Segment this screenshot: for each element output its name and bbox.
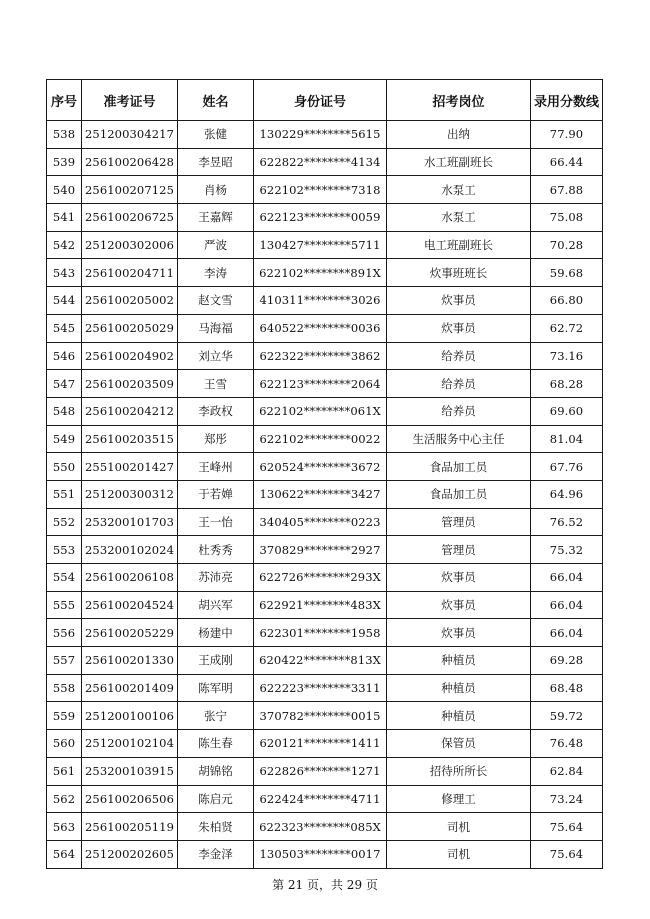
cell-post: 水泵工	[387, 204, 531, 232]
cell-seq: 543	[47, 259, 82, 287]
cell-seq: 548	[47, 397, 82, 425]
cell-name: 王一怡	[178, 508, 254, 536]
cell-exam-no: 256100204524	[82, 591, 178, 619]
cell-seq: 551	[47, 480, 82, 508]
table-row	[47, 536, 603, 564]
cell-score: 75.64	[531, 813, 603, 841]
cell-exam-no: 256100207125	[82, 176, 178, 204]
cell-score: 69.60	[531, 397, 603, 425]
cell-score: 62.72	[531, 314, 603, 342]
header-score: 录用分数线	[531, 80, 603, 121]
cell-name: 陈生春	[178, 730, 254, 758]
cell-seq: 557	[47, 647, 82, 675]
cell-name: 杨建中	[178, 619, 254, 647]
cell-id-no: 622123********2064	[254, 370, 387, 398]
cell-post: 管理员	[387, 508, 531, 536]
cell-exam-no: 256100203509	[82, 370, 178, 398]
cell-exam-no: 256100205029	[82, 314, 178, 342]
cell-id-no: 370829********2927	[254, 536, 387, 564]
cell-id-no: 620121********1411	[254, 730, 387, 758]
header-post: 招考岗位	[387, 80, 531, 121]
cell-post: 炊事员	[387, 619, 531, 647]
cell-score: 59.68	[531, 259, 603, 287]
cell-seq: 546	[47, 342, 82, 370]
cell-id-no: 622323********085X	[254, 813, 387, 841]
cell-post: 炊事员	[387, 564, 531, 592]
table-row	[47, 674, 603, 702]
cell-exam-no: 253200103915	[82, 757, 178, 785]
cell-exam-no: 251200100106	[82, 702, 178, 730]
header-exam-no: 准考证号	[82, 80, 178, 121]
cell-seq: 544	[47, 287, 82, 315]
cell-id-no: 622301********1958	[254, 619, 387, 647]
table-row	[47, 121, 603, 149]
cell-score: 66.44	[531, 148, 603, 176]
cell-id-no: 622921********483X	[254, 591, 387, 619]
cell-seq: 563	[47, 813, 82, 841]
cell-exam-no: 256100204711	[82, 259, 178, 287]
cell-seq: 539	[47, 148, 82, 176]
cell-seq: 552	[47, 508, 82, 536]
cell-post: 电工班副班长	[387, 231, 531, 259]
cell-id-no: 620524********3672	[254, 453, 387, 481]
page-number: 第 21 页，共 29 页	[272, 878, 378, 892]
cell-exam-no: 251200202605	[82, 840, 178, 868]
cell-name: 陈军明	[178, 674, 254, 702]
table-row	[47, 453, 603, 481]
cell-seq: 554	[47, 564, 82, 592]
cell-post: 炊事员	[387, 314, 531, 342]
table-row	[47, 204, 603, 232]
cell-name: 李昱昭	[178, 148, 254, 176]
cell-name: 严波	[178, 231, 254, 259]
cell-exam-no: 256100204902	[82, 342, 178, 370]
cell-seq: 549	[47, 425, 82, 453]
cell-score: 73.24	[531, 785, 603, 813]
cell-score: 66.04	[531, 564, 603, 592]
cell-score: 67.76	[531, 453, 603, 481]
cell-name: 郑彤	[178, 425, 254, 453]
cell-seq: 553	[47, 536, 82, 564]
table-row	[47, 259, 603, 287]
table-row	[47, 591, 603, 619]
cell-id-no: 370782********0015	[254, 702, 387, 730]
cell-name: 陈启元	[178, 785, 254, 813]
cell-score: 68.28	[531, 370, 603, 398]
header-id-no: 身份证号	[254, 80, 387, 121]
cell-score: 75.64	[531, 840, 603, 868]
cell-post: 食品加工员	[387, 453, 531, 481]
cell-exam-no: 256100203515	[82, 425, 178, 453]
cell-exam-no: 251200102104	[82, 730, 178, 758]
cell-score: 66.80	[531, 287, 603, 315]
cell-exam-no: 251200302006	[82, 231, 178, 259]
table-header-row	[47, 80, 603, 121]
cell-name: 王峰州	[178, 453, 254, 481]
table-row	[47, 564, 603, 592]
cell-score: 66.04	[531, 591, 603, 619]
table-row	[47, 425, 603, 453]
cell-score: 73.16	[531, 342, 603, 370]
cell-id-no: 410311********3026	[254, 287, 387, 315]
cell-post: 水泵工	[387, 176, 531, 204]
cell-name: 李政权	[178, 397, 254, 425]
cell-score: 76.52	[531, 508, 603, 536]
cell-name: 王雪	[178, 370, 254, 398]
cell-post: 水工班副班长	[387, 148, 531, 176]
cell-id-no: 130503********0017	[254, 840, 387, 868]
table-row	[47, 730, 603, 758]
table-row	[47, 342, 603, 370]
cell-id-no: 622102********891X	[254, 259, 387, 287]
cell-id-no: 622102********0022	[254, 425, 387, 453]
cell-score: 75.08	[531, 204, 603, 232]
cell-exam-no: 256100205002	[82, 287, 178, 315]
table-row	[47, 370, 603, 398]
header-name: 姓名	[178, 80, 254, 121]
cell-seq: 538	[47, 121, 82, 149]
cell-post: 食品加工员	[387, 480, 531, 508]
table-row	[47, 785, 603, 813]
cell-name: 于若婵	[178, 480, 254, 508]
cell-post: 司机	[387, 813, 531, 841]
cell-name: 胡兴军	[178, 591, 254, 619]
cell-name: 杜秀秀	[178, 536, 254, 564]
cell-post: 种植员	[387, 647, 531, 675]
cell-id-no: 622123********0059	[254, 204, 387, 232]
cell-id-no: 622102********061X	[254, 397, 387, 425]
cell-seq: 540	[47, 176, 82, 204]
cell-name: 朱柏贤	[178, 813, 254, 841]
cell-post: 司机	[387, 840, 531, 868]
cell-exam-no: 255100201427	[82, 453, 178, 481]
cell-exam-no: 253200101703	[82, 508, 178, 536]
cell-name: 李金泽	[178, 840, 254, 868]
table-row	[47, 287, 603, 315]
cell-id-no: 622726********293X	[254, 564, 387, 592]
cell-post: 给养员	[387, 370, 531, 398]
cell-seq: 542	[47, 231, 82, 259]
table-row	[47, 176, 603, 204]
cell-post: 炊事班班长	[387, 259, 531, 287]
cell-id-no: 622223********3311	[254, 674, 387, 702]
cell-post: 招待所所长	[387, 757, 531, 785]
cell-post: 保管员	[387, 730, 531, 758]
table-row	[47, 231, 603, 259]
table-row	[47, 148, 603, 176]
cell-exam-no: 256100206108	[82, 564, 178, 592]
cell-id-no: 622424********4711	[254, 785, 387, 813]
cell-name: 张宁	[178, 702, 254, 730]
cell-post: 种植员	[387, 674, 531, 702]
cell-score: 67.88	[531, 176, 603, 204]
table-row	[47, 813, 603, 841]
table-row	[47, 757, 603, 785]
cell-post: 种植员	[387, 702, 531, 730]
cell-id-no: 620422********813X	[254, 647, 387, 675]
cell-seq: 559	[47, 702, 82, 730]
cell-seq: 541	[47, 204, 82, 232]
table-row	[47, 647, 603, 675]
cell-score: 77.90	[531, 121, 603, 149]
cell-name: 李涛	[178, 259, 254, 287]
table-row	[47, 840, 603, 868]
table-row	[47, 702, 603, 730]
cell-score: 64.96	[531, 480, 603, 508]
cell-id-no: 640522********0036	[254, 314, 387, 342]
cell-id-no: 130622********3427	[254, 480, 387, 508]
cell-score: 70.28	[531, 231, 603, 259]
cell-name: 苏沛亮	[178, 564, 254, 592]
table-row	[47, 480, 603, 508]
cell-exam-no: 253200102024	[82, 536, 178, 564]
cell-id-no: 622102********7318	[254, 176, 387, 204]
cell-exam-no: 256100204212	[82, 397, 178, 425]
cell-score: 69.28	[531, 647, 603, 675]
table-row	[47, 508, 603, 536]
cell-post: 给养员	[387, 342, 531, 370]
cell-score: 76.48	[531, 730, 603, 758]
cell-name: 张健	[178, 121, 254, 149]
cell-score: 68.48	[531, 674, 603, 702]
cell-exam-no: 251200300312	[82, 480, 178, 508]
cell-seq: 558	[47, 674, 82, 702]
cell-exam-no: 256100206428	[82, 148, 178, 176]
cell-id-no: 622826********1271	[254, 757, 387, 785]
cell-id-no: 130229********5615	[254, 121, 387, 149]
cell-name: 王成刚	[178, 647, 254, 675]
cell-seq: 562	[47, 785, 82, 813]
cell-seq: 547	[47, 370, 82, 398]
cell-id-no: 622822********4134	[254, 148, 387, 176]
table-row	[47, 619, 603, 647]
table-row	[47, 397, 603, 425]
results-table	[46, 79, 603, 869]
cell-exam-no: 256100201409	[82, 674, 178, 702]
cell-score: 62.84	[531, 757, 603, 785]
cell-seq: 555	[47, 591, 82, 619]
cell-seq: 545	[47, 314, 82, 342]
cell-seq: 561	[47, 757, 82, 785]
table-row	[47, 314, 603, 342]
cell-exam-no: 256100205229	[82, 619, 178, 647]
cell-name: 肖杨	[178, 176, 254, 204]
cell-seq: 556	[47, 619, 82, 647]
cell-id-no: 130427********5711	[254, 231, 387, 259]
cell-exam-no: 251200304217	[82, 121, 178, 149]
header-seq: 序号	[47, 80, 82, 121]
cell-post: 炊事员	[387, 591, 531, 619]
cell-score: 66.04	[531, 619, 603, 647]
cell-seq: 560	[47, 730, 82, 758]
cell-name: 胡锦铭	[178, 757, 254, 785]
cell-id-no: 340405********0223	[254, 508, 387, 536]
table-body	[47, 121, 603, 869]
cell-post: 生活服务中心主任	[387, 425, 531, 453]
cell-seq: 564	[47, 840, 82, 868]
cell-post: 给养员	[387, 397, 531, 425]
cell-post: 管理员	[387, 536, 531, 564]
cell-name: 王嘉辉	[178, 204, 254, 232]
cell-exam-no: 256100201330	[82, 647, 178, 675]
cell-exam-no: 256100206506	[82, 785, 178, 813]
cell-id-no: 622322********3862	[254, 342, 387, 370]
cell-score: 81.04	[531, 425, 603, 453]
cell-post: 炊事员	[387, 287, 531, 315]
cell-post: 出纳	[387, 121, 531, 149]
cell-name: 刘立华	[178, 342, 254, 370]
cell-exam-no: 256100205119	[82, 813, 178, 841]
cell-name: 马海福	[178, 314, 254, 342]
cell-seq: 550	[47, 453, 82, 481]
cell-exam-no: 256100206725	[82, 204, 178, 232]
cell-score: 59.72	[531, 702, 603, 730]
cell-name: 赵文雪	[178, 287, 254, 315]
cell-post: 修理工	[387, 785, 531, 813]
cell-score: 75.32	[531, 536, 603, 564]
